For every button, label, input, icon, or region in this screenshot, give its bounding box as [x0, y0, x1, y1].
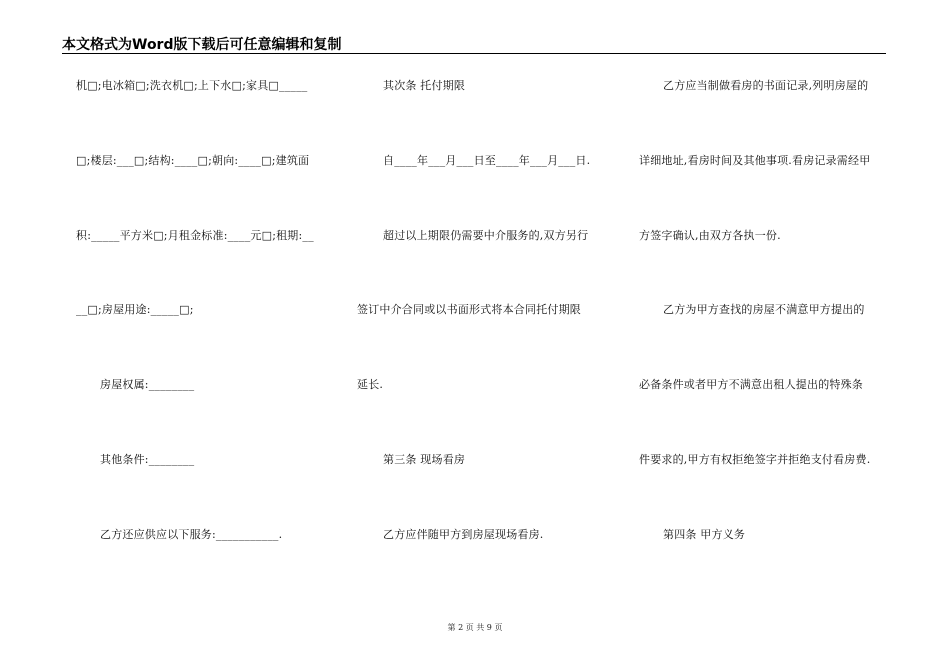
text-column-1: [76, 0, 346, 672]
text-line: 其他条件:________: [100, 453, 195, 466]
section-heading: 第三条 现场看房: [383, 453, 466, 466]
text-line: 房屋权属:________: [100, 378, 195, 391]
text-line: 详细地址,看房时间及其他事项.看房记录需经甲: [639, 154, 871, 167]
text-line: 乙方为甲方查找的房屋不满意甲方提出的: [663, 303, 865, 316]
section-heading: 第四条 甲方义务: [663, 528, 746, 541]
text-line: 方签字确认,由双方各执一份.: [639, 229, 781, 242]
text-line: __□;房屋用途:_____□;: [76, 303, 194, 316]
text-line: 乙方应当制做看房的书面记录,列明房屋的: [663, 79, 869, 92]
text-line: □;楼层:___□;结构:____□;朝向:____□;建筑面: [76, 154, 310, 167]
document-header-title: 本文格式为Word版下载后可任意编辑和复制: [62, 37, 342, 53]
text-line: 必备条件或者甲方不满意出租人提出的特殊条: [639, 378, 863, 391]
text-line: 超过以上期限仍需要中介服务的,双方另行: [383, 229, 589, 242]
page-number: 第 2 页 共 9 页: [447, 623, 503, 632]
text-line: 件要求的,甲方有权拒绝签字并拒绝支付看房费.: [639, 453, 871, 466]
text-line: 乙方应伴随甲方到房屋现场看房.: [383, 528, 544, 541]
text-line: 自____年___月___日至____年___月___日.: [383, 154, 591, 167]
section-heading: 其次条 托付期限: [383, 79, 466, 92]
text-column-3: [639, 0, 899, 672]
text-line: 积:_____平方米□;月租金标准:____元□;租期:__: [76, 229, 314, 242]
text-line: 机□;电冰箱□;洗衣机□;上下水□;家具□_____: [76, 79, 308, 92]
text-line: 延长.: [357, 378, 384, 391]
text-line: 签订中介合同或以书面形式将本合同托付期限: [357, 303, 581, 316]
text-column-2: [357, 0, 619, 672]
text-line: 乙方还应供应以下服务:___________.: [100, 528, 283, 541]
